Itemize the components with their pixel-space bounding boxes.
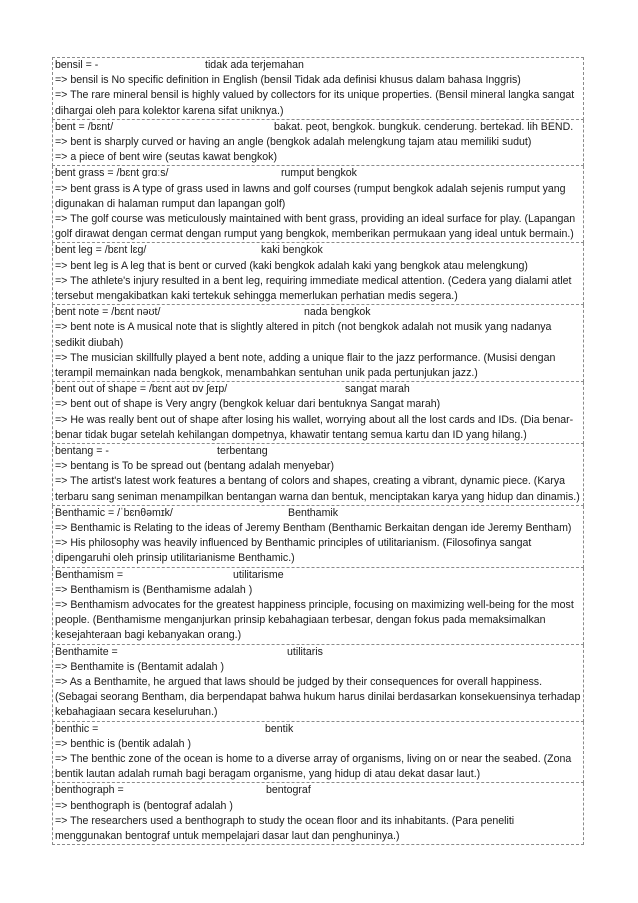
entry-term: bent grass = /bɛnt grɑːs/ — [55, 167, 169, 180]
entry-translation: terbentang — [217, 444, 268, 457]
glossary-entry — [52, 305, 584, 382]
entry-definition: => bent out of shape is Very angry (bengkok keluar dari bentuknya Sangat marah) — [55, 398, 441, 411]
entry-header — [55, 58, 581, 73]
entry-header — [55, 506, 581, 521]
entry-term: bent note = /bɛnt nəʊt/ — [55, 306, 161, 319]
entry-definition: => bensil is No specific definition in English (bensil Tidak ada definisi khusus dalam bahasa Inggris) — [55, 74, 521, 87]
entry-example: => The athlete's injury resulted in a bent leg, requiring immediate medical attention. (Cedera yang dialami atlet tersebut mengakibatkan kaki tertekuk sehingga memerlukan perhatian medis segera.) — [55, 274, 572, 302]
entry-term: Benthamic = /ˈbɛnθəmɪk/ — [55, 506, 173, 519]
entry-translation: tidak ada terjemahan — [205, 59, 304, 71]
entry-term: bent out of shape = /bɛnt aʊt ɒv ʃeɪp/ — [55, 383, 228, 396]
entry-example: => The artist's latest work features a bentang of colors and shapes, creating a vibrant, dynamic piece. (Karya terbaru sang seniman menampilkan bentangan warna dan bentuk, menciptakan karya yang hidup dan dinamis.) — [55, 475, 580, 503]
glossary-entry — [52, 166, 584, 243]
entry-term: bensil = - — [55, 59, 99, 71]
entry-header — [55, 120, 581, 135]
entry-definition: => bentang is To be spread out (bentang adalah menyebar) — [55, 460, 334, 473]
entry-translation: utilitaris — [287, 645, 323, 658]
entry-term: benthic = — [55, 722, 99, 735]
entry-header — [55, 305, 581, 320]
entry-term: Benthamism = — [55, 568, 124, 581]
entry-example: => The rare mineral bensil is highly valued by collectors for its unique properties. (Bensil mineral langka sangat dihargai oleh para kolektor karena sifat uniknya.) — [55, 89, 575, 117]
glossary-entry — [52, 568, 584, 645]
entry-header — [55, 722, 581, 737]
entry-example: => The golf course was meticulously maintained with bent grass, providing an ideal surface for play. (Lapangan golf dirawat dengan cermat dengan rumput yang bengkok, memberikan permukaan yang ideal untuk bermain.) — [55, 212, 576, 241]
entry-term: bentang = - — [55, 444, 109, 457]
entry-definition: => Benthamite is (Bentamit adalah ) — [55, 660, 225, 673]
entry-example: => The researchers used a benthograph to study the ocean floor and its inhabitants. (Para peneliti menggunakan bentograf untuk mempelajari dasar laut dan penghuninya.) — [55, 814, 515, 842]
entry-translation: utilitarisme — [233, 568, 284, 581]
entry-definition: => bent note is A musical note that is slightly altered in pitch (not bengkok adalah not musik yang nadanya sedikit diubah) — [55, 321, 552, 349]
entry-translation: bentograf — [266, 784, 311, 797]
glossary-entry — [52, 506, 584, 568]
entry-term: benthograph = — [55, 784, 124, 797]
entry-header — [55, 382, 581, 397]
entry-translation: bakat. peot, bengkok. bungkuk. cenderung. bertekad. lih BEND. — [274, 120, 574, 133]
entry-header — [55, 444, 581, 459]
entry-example: => a piece of bent wire (seutas kawat bengkok) — [55, 151, 278, 164]
entry-translation: nada bengkok — [304, 306, 371, 319]
glossary-entry — [52, 722, 584, 784]
entry-header — [55, 783, 581, 798]
entry-definition: => Benthamic is Relating to the ideas of Jeremy Bentham (Benthamic Berkaitan dengan ide Jeremy Bentham) — [55, 521, 572, 534]
glossary-entry — [52, 120, 584, 167]
entry-definition: => benthograph is (bentograf adalah ) — [55, 799, 233, 812]
entry-example: => Benthamism advocates for the greatest happiness principle, focusing on maximizing well-being for the most people. (Benthamisme menganjurkan prinsip kebahagiaan terbesar, dengan fokus pada memaksimalkan kesejahteraan bagi kebanyakan orang.) — [55, 598, 574, 642]
entry-header — [55, 568, 581, 583]
glossary-entry — [52, 243, 584, 305]
entry-translation: kaki bengkok — [261, 244, 323, 257]
entry-term: bent = /bɛnt/ — [55, 120, 114, 133]
entry-definition: => bent grass is A type of grass used in lawns and golf courses (rumput bengkok adalah sejenis rumput yang digunakan di halaman rumput dan lapangan golf) — [55, 182, 566, 210]
entry-definition: => bent is sharply curved or having an angle (bengkok adalah melengkung tajam atau memiliki sudut) — [55, 135, 532, 148]
glossary-entry — [52, 382, 584, 444]
glossary-entry — [52, 57, 584, 120]
entry-term: bent leg = /bɛnt lɛg/ — [55, 244, 147, 257]
entry-definition: => bent leg is A leg that is bent or curved (kaki bengkok adalah kaki yang bengkok atau melengkung) — [55, 259, 528, 272]
entry-header — [55, 645, 581, 660]
glossary-entry — [52, 444, 584, 506]
entry-definition: => Benthamism is (Benthamisme adalah ) — [55, 583, 253, 596]
entry-header — [55, 243, 581, 258]
glossary-entry — [52, 645, 584, 722]
entry-translation: bentik — [265, 722, 294, 735]
glossary-entry — [52, 783, 584, 845]
entry-translation: sangat marah — [345, 383, 410, 396]
glossary-page — [52, 57, 584, 845]
entry-definition: => benthic is (bentik adalah ) — [55, 737, 192, 750]
entry-example: => As a Benthamite, he argued that laws should be judged by their consequences for overall happiness. (Sebagai seorang Bentham, dia berpendapat bahwa hukum harus dinilai berdasarkan konsekuensinya terhadap kebahagiaan secara keseluruhan.) — [55, 675, 581, 719]
entry-term: Benthamite = — [55, 645, 118, 658]
entry-example: => He was really bent out of shape after losing his wallet, worrying about all the lost cards and IDs. (Dia benar-benar tidak bugar setelah kehilangan dompetnya, khawatir tentang semua kartu dan ID yang hilang.) — [55, 413, 574, 441]
entry-translation: rumput bengkok — [281, 167, 357, 180]
entry-translation: Benthamik — [288, 506, 339, 519]
entry-header — [55, 166, 581, 181]
entry-example: => The benthic zone of the ocean is home to a diverse array of organisms, living on or near the seabed. (Zona bentik lautan adalah rumah bagi beragam organisme, yang hidup di atau dekat dasar laut.) — [55, 752, 572, 781]
entry-example: => The musician skillfully played a bent note, adding a unique flair to the jazz performance. (Musisi dengan terampil memainkan nada bengkok, menambahkan sentuhan unik pada pertunjukan jazz.) — [55, 351, 556, 379]
entry-example: => His philosophy was heavily influenced by Benthamic principles of utilitarianism. (Filosofinya sangat dipengaruhi oleh prinsip utilitarianisme Benthamic.) — [55, 537, 532, 565]
